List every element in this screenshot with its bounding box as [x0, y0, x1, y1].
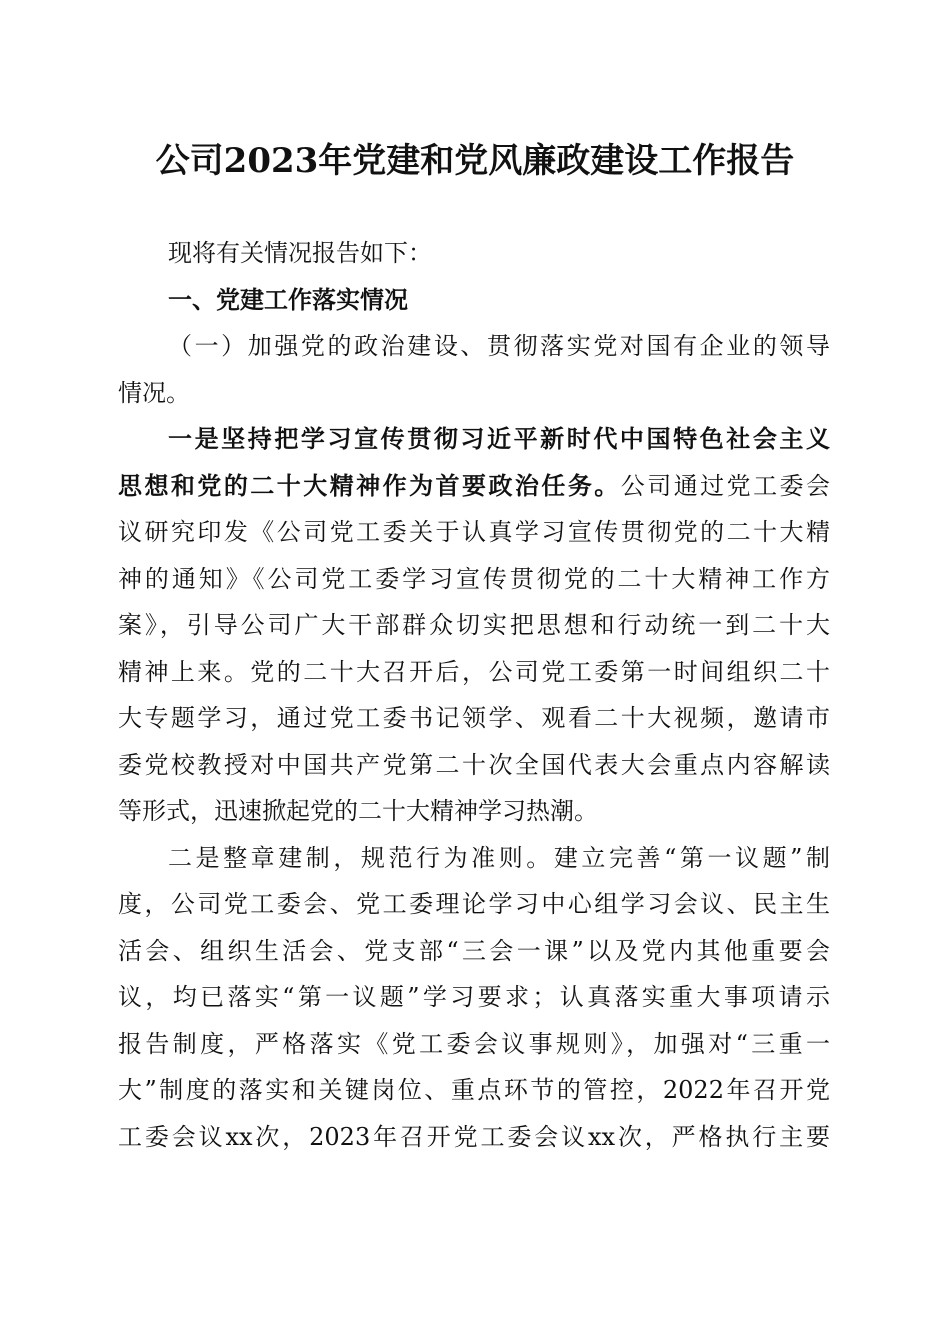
section-heading: 一、党建工作落实情况 [168, 285, 408, 314]
paragraph-line: 议研究印发《公司党工委关于认真学习宣传贯彻党的二十大精 [118, 518, 830, 546]
document-body [118, 230, 830, 1160]
paragraph-line: 精神上来。党的二十大召开后，公司党工委第一时间组织二十 [118, 657, 830, 686]
intro-text: 现将有关情况报告如下： [168, 239, 432, 267]
paragraph-line: 情况。 [118, 378, 190, 407]
paragraph-line: 委党校教授对中国共产党第二十次全国代表大会重点内容解读 [118, 750, 830, 779]
paragraph-line: 活会、组织生活会、党支部“三会一课”以及党内其他重要会 [118, 936, 830, 965]
bold-lead-text: 思想和党的二十大精神作为首要政治任务。 [118, 470, 621, 500]
paragraph-line: 报告制度，严格落实《党工委会议事规则》，加强对“三重一 [118, 1029, 830, 1058]
document-title: 公司2023年党建和党风廉政建设工作报告 [155, 141, 795, 181]
paragraph-line: 二是整章建制，规范行为准则。建立完善“第一议题”制 [168, 843, 830, 872]
paragraph-line: 一是坚持把学习宣传贯彻习近平新时代中国特色社会主义 [168, 424, 830, 453]
subsection-heading [118, 323, 830, 416]
paragraph-line: 工委会议xx次，2023年召开党工委会议xx次，严格执行主要 [118, 1122, 830, 1151]
paragraph-text: 公司通过党工委会 [620, 471, 831, 500]
paragraph-line: 大”制度的落实和关键岗位、重点环节的管控，2022年召开党 [118, 1076, 830, 1104]
paragraph-line [118, 463, 830, 510]
paragraph-line: 度，公司党工委会、党工委理论学习中心组学习会议、民主生 [118, 890, 830, 918]
paragraph-line: 议，均已落实“第一议题”学习要求；认真落实重大事项请示 [118, 983, 830, 1011]
paragraph-line: 神的通知》《公司党工委学习宣传贯彻党的二十大精神工作方 [118, 564, 830, 593]
paragraph-line: 等形式，迅速掀起党的二十大精神学习热潮。 [118, 797, 598, 825]
paragraph-line: 大专题学习，通过党工委书记领学、观看二十大视频，邀请市 [118, 704, 830, 732]
paragraph-2 [118, 835, 830, 1161]
paragraph-line: （一）加强党的政治建设、贯彻落实党对国有企业的领导 [168, 332, 830, 360]
paragraph-line: 案》，引导公司广大干部群众切实把思想和行动统一到二十大 [118, 611, 830, 639]
paragraph-1 [118, 416, 830, 835]
